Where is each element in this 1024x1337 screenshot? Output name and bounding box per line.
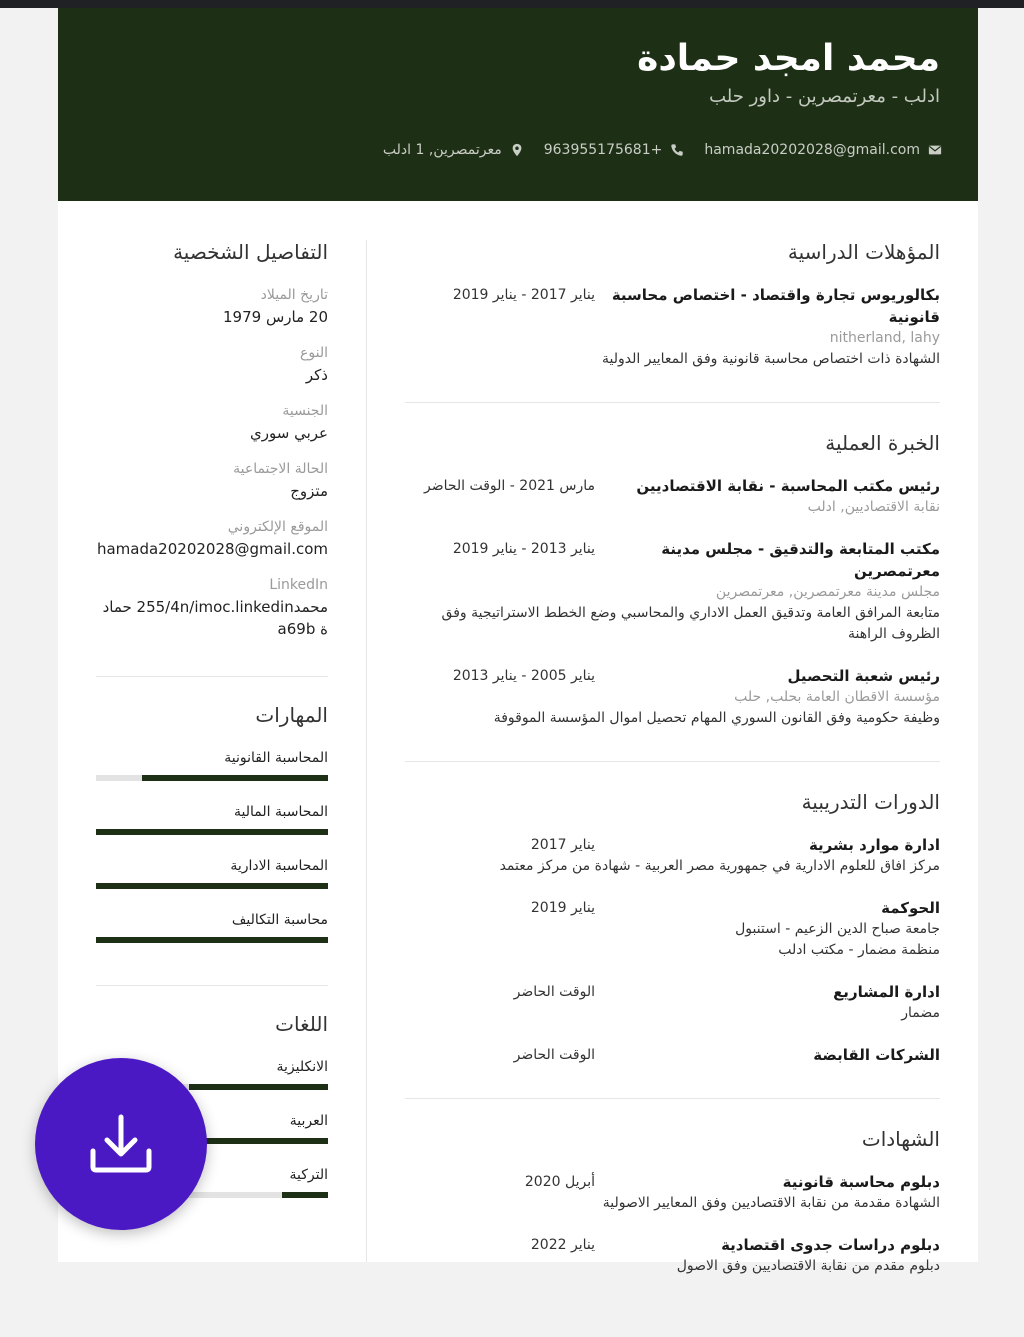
entry-date: الوقت الحاضر <box>513 1047 595 1063</box>
entry-line: مضمار <box>901 1005 940 1021</box>
website-link[interactable]: hamada20202028@gmail.com <box>96 540 328 558</box>
skill-item <box>96 909 328 943</box>
entry-title: رئيس مكتب المحاسبة - نقابة الاقتصاديين <box>636 477 940 495</box>
skill-bar <box>96 937 328 943</box>
contact-email[interactable] <box>704 142 942 158</box>
resume-header <box>58 8 978 201</box>
section-title: اللغات <box>275 1012 328 1036</box>
skill-bar <box>96 829 328 835</box>
language-bar-fill <box>282 1192 328 1198</box>
course-entry <box>405 981 940 1024</box>
skill-name: محاسبة التكاليف <box>231 912 328 928</box>
entry-date: يناير 2013 - يناير 2019 <box>452 541 595 557</box>
course-entry <box>405 1044 940 1066</box>
entry-title: مكتب المتابعة والتدقيق - مجلس مدينة معرتمصرين <box>661 540 940 580</box>
download-button[interactable] <box>35 1058 207 1230</box>
skill-bar-fill <box>96 829 328 835</box>
entry-line: جامعة صباح الدين الزعيم - استنبول <box>735 921 940 937</box>
entry-title: بكالوريوس تجارة واقتصاد - اختصاص محاسبة قانونية <box>611 286 940 326</box>
entry-description: دبلوم مقدم من نقابة الاقتصاديين وفق الاصول <box>676 1258 940 1274</box>
courses-section <box>405 790 940 1099</box>
entry-date: الوقت الحاضر <box>513 984 595 1000</box>
contact-location <box>383 142 524 158</box>
skill-item <box>96 855 328 889</box>
detail-label: الحالة الاجتماعية <box>233 461 328 477</box>
detail-item <box>96 574 328 640</box>
entry-date: يناير 2022 <box>530 1237 595 1253</box>
experience-entry <box>405 665 940 729</box>
candidate-name: محمد امجد حمادة <box>637 38 940 79</box>
contact-location-text: معرتمصرين, 1 ادلب <box>382 142 502 158</box>
detail-label: الجنسية <box>282 403 328 419</box>
section-title: الشهادات <box>861 1127 940 1151</box>
entry-subtitle: مجلس مدينة معرتمصرين, معرتمصرين <box>715 584 940 600</box>
detail-item <box>96 400 328 444</box>
section-title: الدورات التدريبية <box>801 790 940 814</box>
entry-date: يناير 2017 - يناير 2019 <box>452 287 595 303</box>
section-title: المهارات <box>255 703 328 727</box>
detail-value: ذكر <box>305 366 328 384</box>
certificate-entry <box>405 1234 940 1277</box>
entry-title: الشركات القابضة <box>813 1046 940 1064</box>
skill-bar-fill <box>96 937 328 943</box>
download-icon <box>86 1109 156 1179</box>
language-name: الانكليزية <box>276 1059 328 1075</box>
entry-date: يناير 2017 <box>530 837 595 853</box>
phone-icon <box>670 143 684 157</box>
skill-name: المحاسبة المالية <box>234 804 328 820</box>
course-entry <box>405 897 940 961</box>
entry-title: دبلوم دراسات جدوى اقتصادية <box>721 1236 940 1254</box>
entry-date: يناير 2005 - يناير 2013 <box>452 668 595 684</box>
skill-item <box>96 747 328 781</box>
main-column <box>405 240 940 1337</box>
skill-bar <box>96 775 328 781</box>
entry-title: رئيس شعبة التحصيل <box>787 667 940 685</box>
entry-title: الحوكمة <box>881 899 940 917</box>
certificates-section <box>405 1127 940 1309</box>
contact-email-text: hamada20202028@gmail.com <box>704 142 920 158</box>
contact-phone[interactable] <box>544 142 685 158</box>
envelope-icon <box>928 143 942 157</box>
section-title: الخبرة العملية <box>825 431 940 455</box>
experience-entry <box>405 475 940 518</box>
education-entry <box>405 284 940 370</box>
entry-title: ادارة المشاريع <box>833 983 940 1001</box>
detail-label: النوع <box>300 345 328 361</box>
entry-date: أبريل 2020 <box>524 1174 595 1190</box>
contact-row <box>383 142 942 158</box>
experience-entry <box>405 538 940 645</box>
contact-phone-text: 963955175681+ <box>543 142 663 158</box>
detail-value: متزوج <box>290 482 328 500</box>
entry-date: يناير 2019 <box>530 900 595 916</box>
detail-item <box>96 284 328 328</box>
detail-item <box>96 458 328 502</box>
map-pin-icon <box>510 143 524 157</box>
detail-value: 20 مارس 1979 <box>223 308 328 326</box>
entry-title: دبلوم محاسبة قانونية <box>782 1173 940 1191</box>
detail-label: LinkedIn <box>269 577 328 593</box>
skills-section <box>96 703 328 986</box>
entry-date: مارس 2021 - الوقت الحاضر <box>423 478 595 494</box>
entry-description: الشهادة ذات اختصاص محاسبة قانونية وفق المعايير الدولية <box>602 351 940 367</box>
language-name: التركية <box>289 1167 328 1183</box>
language-name: العربية <box>289 1113 328 1129</box>
skill-bar <box>96 883 328 889</box>
entry-line: منظمة مضمار - مكتب ادلب <box>778 942 940 958</box>
candidate-tagline: ادلب - معرتمصرين - داور حلب <box>709 86 940 107</box>
detail-label: الموقع الإلكتروني <box>227 519 328 535</box>
entry-description: الشهادة مقدمة من نقابة الاقتصاديين وفق المعايير الاصولية <box>602 1195 940 1211</box>
browser-top-bar <box>0 0 1024 8</box>
skill-name: المحاسبة القانونية <box>224 750 328 766</box>
detail-item <box>96 516 328 560</box>
entry-description: وظيفة حكومية وفق القانون السوري المهام تحصيل اموال المؤسسة الموقوفة <box>493 710 940 726</box>
section-title: التفاصيل الشخصية <box>173 240 328 264</box>
course-entry <box>405 834 940 877</box>
detail-item <box>96 342 328 386</box>
certificate-entry <box>405 1171 940 1214</box>
linkedin-link[interactable]: محمد255/4n/imoc.linkedin حمادة a69b <box>102 598 328 638</box>
entry-title: ادارة موارد بشرية <box>808 836 940 854</box>
column-divider <box>366 240 367 1262</box>
skill-bar-fill <box>96 883 328 889</box>
entry-line: مركز افاق للعلوم الادارية في جمهورية مصر العربية - شهادة من مركز معتمد <box>499 858 940 874</box>
entry-description: متابعة المرافق العامة وتدقيق العمل الاداري والمحاسبي وضع الخطط الاستراتيجية وفق الظروف الراهنة <box>441 605 940 642</box>
detail-label: تاريخ الميلاد <box>260 287 328 303</box>
education-section <box>405 240 940 403</box>
detail-value: عربي سوري <box>250 424 328 442</box>
experience-section <box>405 431 940 762</box>
entry-subtitle: مؤسسة الاقطان العامة بحلب, حلب <box>734 689 940 705</box>
skill-bar-fill <box>142 775 328 781</box>
resume-page <box>58 8 978 1274</box>
skill-item <box>96 801 328 835</box>
section-title: المؤهلات الدراسية <box>787 240 940 264</box>
personal-details-section <box>96 240 328 677</box>
entry-subtitle: نقابة الاقتصاديين, ادلب <box>807 499 940 515</box>
language-bar-fill <box>189 1084 328 1090</box>
skill-name: المحاسبة الادارية <box>230 858 328 874</box>
entry-subtitle: nitherland, lahy <box>829 330 940 346</box>
